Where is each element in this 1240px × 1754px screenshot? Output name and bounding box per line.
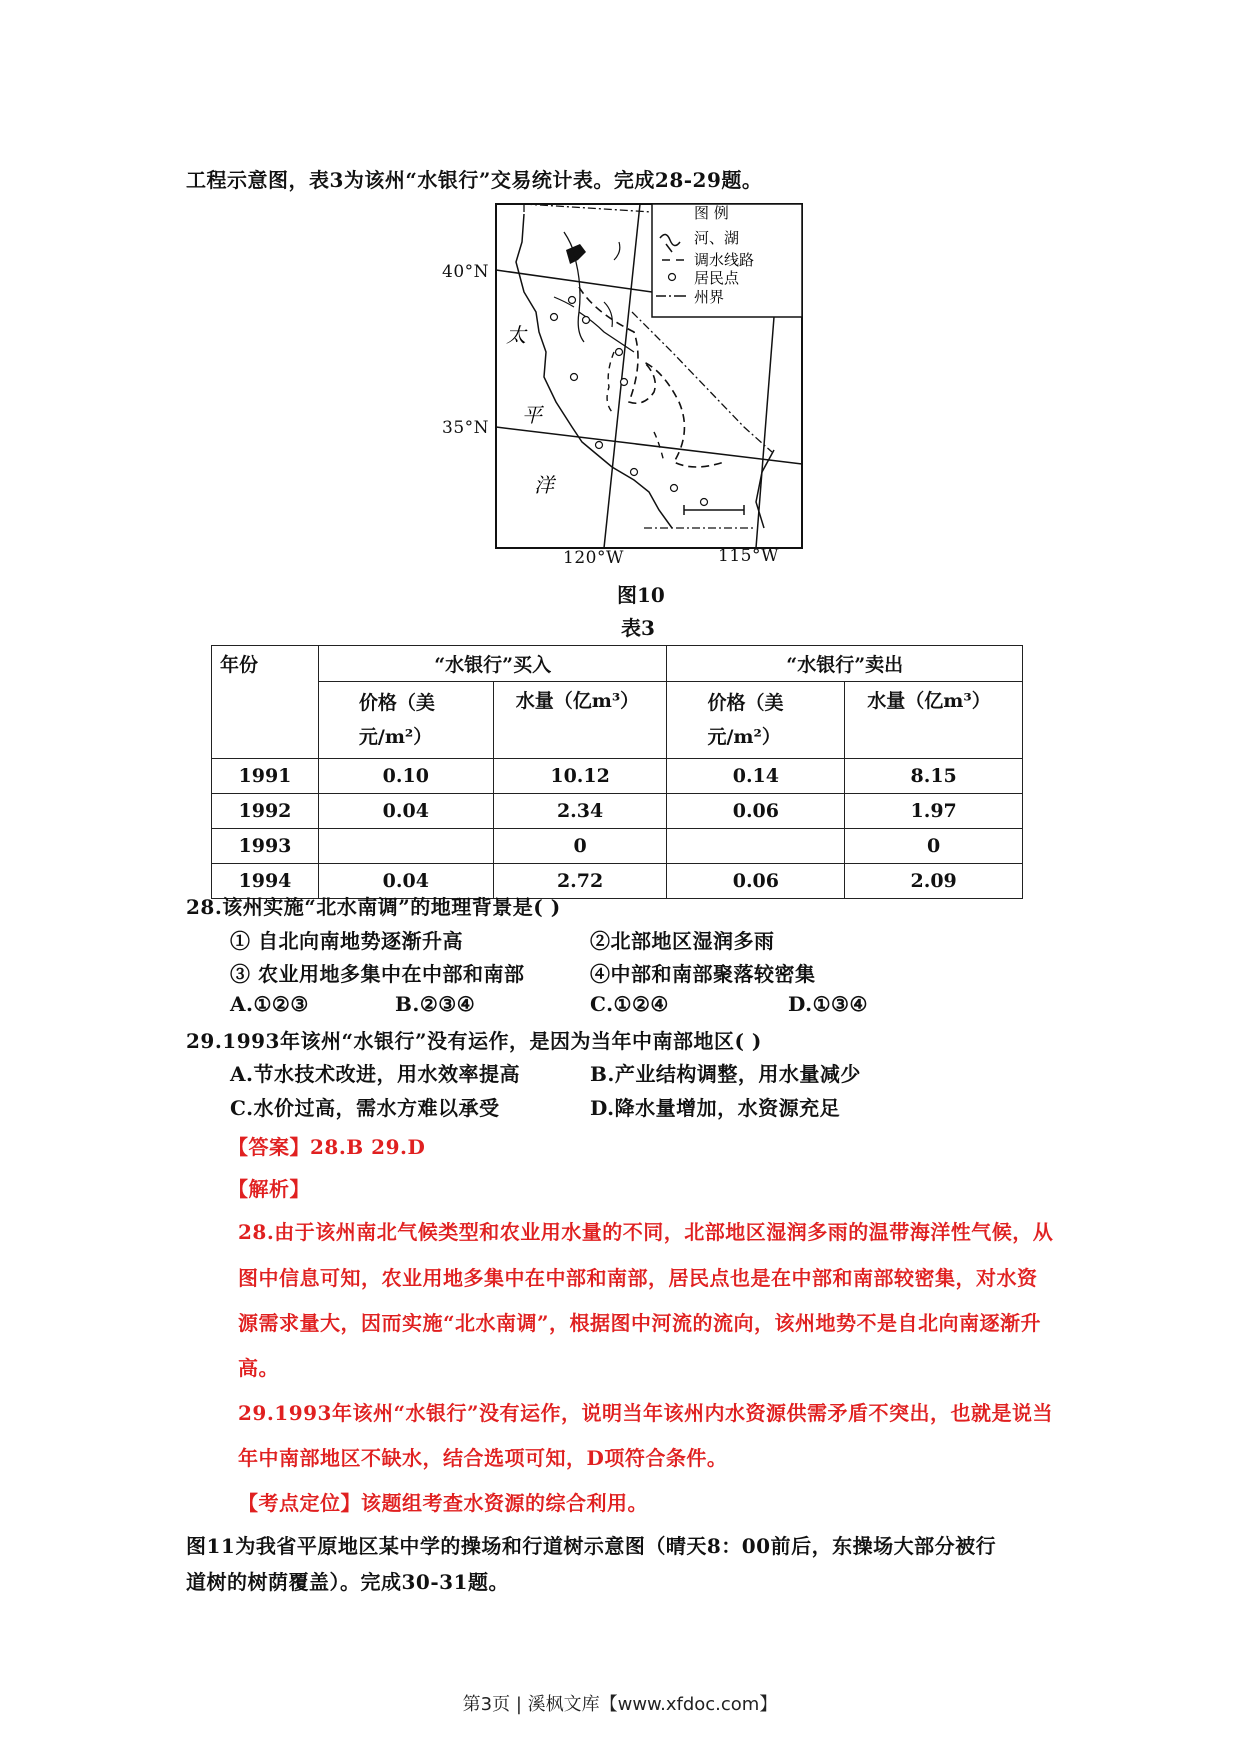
ocean-char-3: 洋 — [534, 473, 554, 497]
q28-choice-d: D.①③④ — [788, 992, 868, 1016]
table-caption: 表3 — [621, 616, 655, 640]
lat-35-label: 35°N — [442, 418, 490, 438]
kaodian-line: 【考点定位】该题组考查水资源的综合利用。 — [238, 1491, 648, 1515]
analysis-line: 29.1993年该州“水银行”没有运作，说明当年该州内水资源供需矛盾不突出，也就是说当 — [238, 1401, 1053, 1425]
legend-settlement: 居民点 — [694, 269, 740, 287]
cell-sell-price: 0.06 — [667, 864, 845, 899]
figure-caption: 图10 — [617, 583, 665, 607]
buy-group-header: “水银行”买入 — [318, 646, 667, 682]
lon-120-label: 120°W — [563, 548, 624, 568]
table-row — [212, 794, 1023, 829]
ocean-char-2: 平 — [522, 403, 542, 427]
analysis-line: 28.由于该州南北气候类型和农业用水量的不同，北部地区湿润多雨的温带海洋性气候，从 — [238, 1220, 1054, 1244]
analysis-line: 年中南部地区不缺水，结合选项可知，D项符合条件。 — [238, 1446, 728, 1470]
q28-option-2: ②北部地区湿润多雨 — [590, 929, 775, 953]
cell-sell-volume: 2.09 — [845, 864, 1023, 899]
q28-stem: 28.该州实施“北水南调”的地理背景是( ) — [186, 895, 561, 919]
q29-choice-a: A.节水技术改进，用水效率提高 — [230, 1062, 520, 1086]
q28-option-1: ① 自北向南地势逐渐升高 — [230, 929, 463, 953]
cell-buy-volume: 2.72 — [493, 864, 667, 899]
water-bank-table — [211, 645, 1023, 899]
cell-buy-price — [318, 829, 493, 864]
q28-choice-c: C.①②④ — [590, 992, 669, 1016]
legend-river: 河、湖 — [694, 229, 740, 247]
q29-choice-d: D.降水量增加，水资源充足 — [590, 1096, 841, 1120]
q28-choice-b: B.②③④ — [395, 992, 476, 1016]
cell-year: 1991 — [212, 759, 319, 794]
cell-sell-price: 0.14 — [667, 759, 845, 794]
col-year-header: 年份 — [212, 646, 319, 759]
legend-aqueduct: 调水线路 — [694, 251, 755, 269]
cell-sell-volume: 8.15 — [845, 759, 1023, 794]
sell-volume-header: 水量（亿m³） — [845, 682, 1023, 759]
analysis-line: 源需求量大，因而实施“北水南调”，根据图中河流的流向，该州地势不是自北向南逐渐升 — [238, 1311, 1042, 1335]
cell-buy-volume: 10.12 — [493, 759, 667, 794]
q28-option-4: ④中部和南部聚落较密集 — [590, 962, 816, 986]
analysis-line: 图中信息可知，农业用地多集中在中部和南部，居民点也是在中部和南部较密集，对水资 — [238, 1266, 1038, 1290]
next-intro-line: 道树的树荫覆盖）。完成30-31题。 — [186, 1570, 509, 1594]
buy-price-header: 价格（美元/m²） — [318, 682, 493, 759]
q29-choice-c: C.水价过高，需水方难以承受 — [230, 1096, 500, 1120]
analysis-title: 【解析】 — [228, 1177, 310, 1201]
page-footer: 第3页 | 溪枫文库【www.xfdoc.com】 — [462, 1694, 778, 1715]
sell-group-header: “水银行”卖出 — [667, 646, 1023, 682]
cell-sell-volume: 0 — [845, 829, 1023, 864]
cell-buy-price: 0.10 — [318, 759, 493, 794]
q28-choice-a: A.①②③ — [230, 992, 309, 1016]
sell-price-header: 价格（美元/m²） — [667, 682, 845, 759]
cell-buy-volume: 2.34 — [493, 794, 667, 829]
cell-buy-price: 0.04 — [318, 794, 493, 829]
intro-text: 工程示意图，表3为该州“水银行”交易统计表。完成28-29题。 — [186, 168, 763, 192]
lon-115-label: 115°W — [718, 546, 779, 566]
analysis-line: 高。 — [238, 1356, 279, 1380]
cell-year: 1992 — [212, 794, 319, 829]
legend-boundary: 州界 — [694, 288, 725, 306]
q29-choice-b: B.产业结构调整，用水量减少 — [590, 1062, 861, 1086]
cell-buy-price: 0.04 — [318, 864, 493, 899]
cell-sell-price — [667, 829, 845, 864]
cell-sell-price: 0.06 — [667, 794, 845, 829]
q28-option-3: ③ 农业用地多集中在中部和南部 — [230, 962, 525, 986]
table-row — [212, 759, 1023, 794]
cell-year: 1993 — [212, 829, 319, 864]
cell-buy-volume: 0 — [493, 829, 667, 864]
q29-stem: 29.1993年该州“水银行”没有运作，是因为当年中南部地区( ) — [186, 1029, 762, 1053]
california-water-map — [494, 202, 804, 552]
lat-40-label: 40°N — [442, 262, 490, 282]
answer-line: 【答案】28.B 29.D — [228, 1135, 426, 1159]
buy-volume-header: 水量（亿m³） — [493, 682, 667, 759]
legend-title: 图 例 — [694, 204, 729, 222]
next-intro-line: 图11为我省平原地区某中学的操场和行道树示意图（晴天8：00前后，东操场大部分被行 — [186, 1534, 997, 1558]
ocean-char-1: 太 — [506, 323, 526, 347]
table-row — [212, 829, 1023, 864]
cell-year: 1994 — [212, 864, 319, 899]
cell-sell-volume: 1.97 — [845, 794, 1023, 829]
